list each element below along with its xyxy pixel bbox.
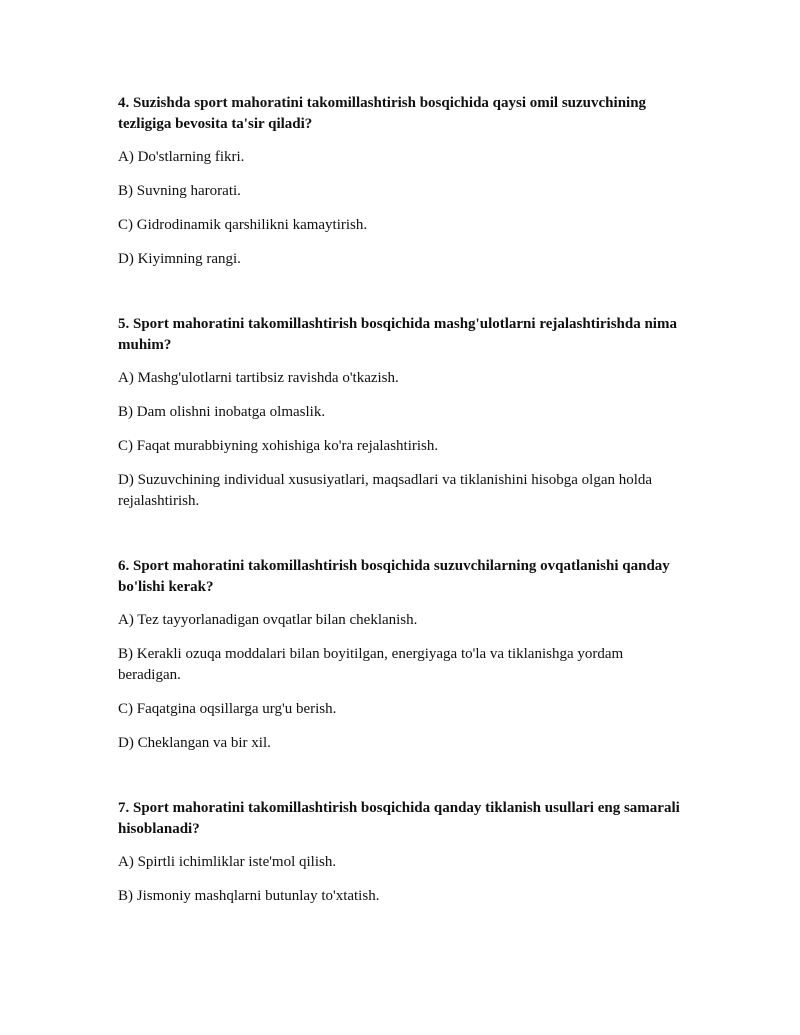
question-7-text: 7. Sport mahoratini takomillashtirish bosqichida qanday tiklanish usullari eng samarali hisoblanadi?	[118, 800, 680, 837]
question-5-option-a: A) Mashg'ulotlarni tartibsiz ravishda o'tkazish.	[118, 370, 399, 386]
document-page	[118, 93, 688, 920]
question-5-option-d: D) Suzuvchining individual xususiyatlari, maqsadlari va tiklanishini hisobga olgan holda rejalashtirish.	[118, 472, 653, 509]
question-6-text: 6. Sport mahoratini takomillashtirish bosqichida suzuvchilarning ovqatlanishi qanday bo'lishi kerak?	[118, 558, 670, 595]
question-4-text: 4. Suzishda sport mahoratini takomillashtirish bosqichida qaysi omil suzuvchining tezligiga bevosita ta'sir qiladi?	[118, 95, 647, 132]
question-5-option-c: C) Faqat murabbiyning xohishiga ko'ra rejalashtirish.	[118, 438, 439, 454]
question-4-option-d: D) Kiyimning rangi.	[118, 251, 241, 267]
question-5-text: 5. Sport mahoratini takomillashtirish bosqichida mashg'ulotlarni rejalashtirishda nima muhim?	[118, 316, 677, 353]
question-6-option-d: D) Cheklangan va bir xil.	[118, 735, 271, 751]
question-7-option-b: B) Jismoniy mashqlarni butunlay to'xtatish.	[118, 888, 380, 904]
question-6-option-c: C) Faqatgina oqsillarga urg'u berish.	[118, 701, 337, 717]
question-4	[118, 93, 688, 270]
question-6-option-a: A) Tez tayyorlanadigan ovqatlar bilan cheklanish.	[118, 612, 418, 628]
question-5-option-b: B) Dam olishni inobatga olmaslik.	[118, 404, 326, 420]
question-4-option-b: B) Suvning harorati.	[118, 183, 241, 199]
question-7-option-a: A) Spirtli ichimliklar iste'mol qilish.	[118, 854, 337, 870]
question-6	[118, 556, 688, 754]
question-5	[118, 314, 688, 512]
question-7	[118, 798, 688, 907]
question-4-option-c: C) Gidrodinamik qarshilikni kamaytirish.	[118, 217, 368, 233]
question-6-option-b: B) Kerakli ozuqa moddalari bilan boyitilgan, energiyaga to'la va tiklanishga yordam beradigan.	[118, 646, 624, 683]
question-4-option-a: A) Do'stlarning fikri.	[118, 149, 245, 165]
